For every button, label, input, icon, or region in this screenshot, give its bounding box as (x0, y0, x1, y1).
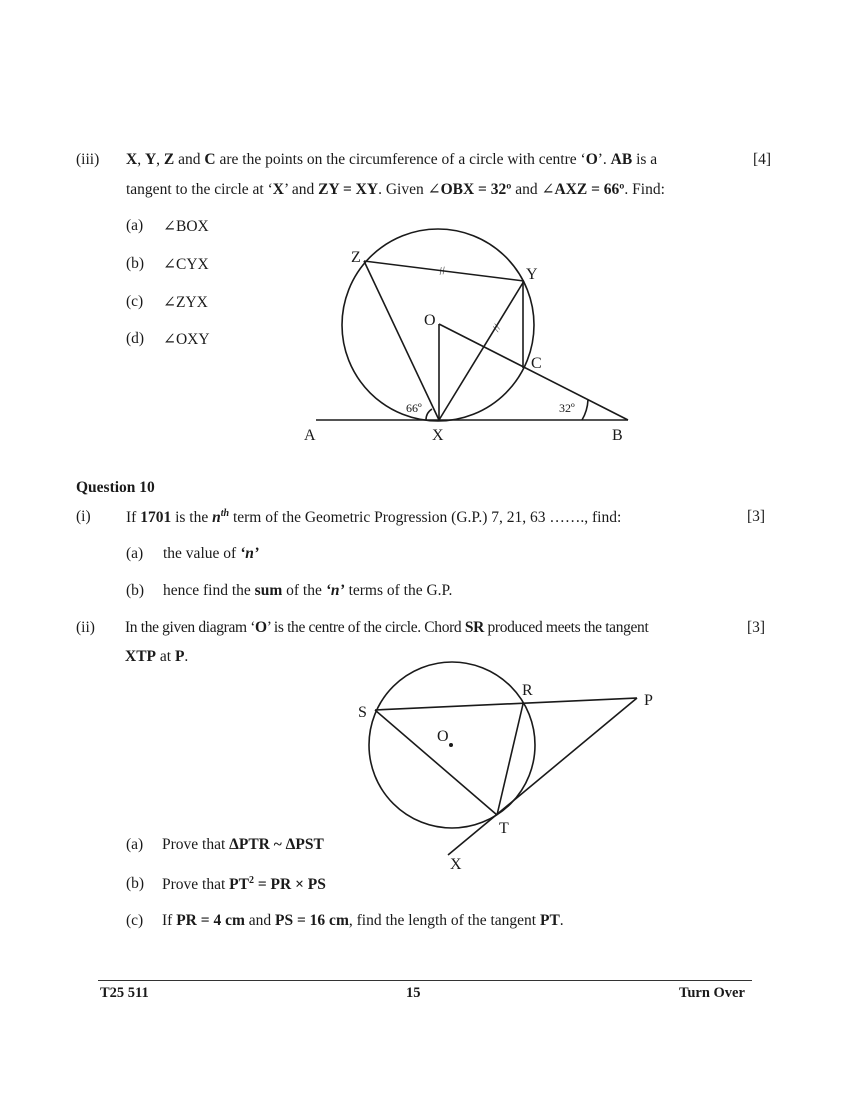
item-text-zyx: ∠ZYX (163, 294, 208, 311)
item-label-d: (d) (126, 330, 145, 347)
secant-srp (375, 698, 637, 710)
part-number-i: (i) (76, 508, 91, 525)
turn-over: Turn Over (679, 985, 745, 1001)
question-10-heading: Question 10 (76, 479, 155, 496)
equal-tick-xy: // (490, 322, 504, 334)
item-label-ii-b: (b) (126, 875, 145, 892)
part-number-iii: (iii) (76, 151, 100, 168)
angle-label-32: 32º (559, 401, 575, 415)
point-label-o2: O (437, 728, 449, 745)
q10-ii-line2: XTP at P. (125, 648, 189, 665)
item-label-ii-a: (a) (126, 836, 144, 853)
item-text-ii-a: Prove that ΔPTR ~ ΔPST (162, 836, 324, 853)
chord-st (375, 710, 497, 815)
item-label-a: (a) (126, 217, 144, 234)
centre-dot (449, 743, 453, 747)
chord-rt (497, 704, 523, 815)
point-label-t: T (499, 820, 509, 837)
tangent-xtp (448, 698, 637, 855)
page-number: 15 (406, 985, 421, 1001)
point-label-p: P (644, 692, 653, 709)
item-label-b: (b) (126, 255, 145, 272)
point-label-b: B (612, 427, 623, 444)
item-label-i-b: (b) (126, 582, 145, 599)
q9-iii-line2: tangent to the circle at ‘X’ and ZY = XY. Given ∠OBX = 32º and ∠AXZ = 66º. Find: (126, 181, 665, 198)
item-text-ii-c: If PR = 4 cm and PS = 16 cm, find the length of the tangent PT. (162, 912, 564, 929)
angle-label-66: 66º (406, 401, 422, 415)
point-label-r: R (522, 682, 533, 699)
item-text-box: ∠BOX (163, 218, 209, 235)
item-text-i-b: hence find the sum of the ‘n’ terms of the G.P. (163, 582, 453, 599)
part-number-ii: (ii) (76, 619, 95, 636)
item-label-i-a: (a) (126, 545, 144, 562)
item-text-oxy: ∠OXY (163, 331, 210, 348)
point-label-c: C (531, 355, 542, 372)
point-label-s: S (358, 704, 367, 721)
point-label-x: X (432, 427, 444, 444)
point-label-y: Y (526, 266, 538, 283)
q10-i-line: If 1701 is the $n^{th}$ term of the Geometric Progression (G.P.) 7, 21, 63 ……., find: (126, 508, 622, 527)
item-text-cyx: ∠CYX (163, 256, 209, 273)
item-text-i-a: the value of ‘n’ (163, 545, 259, 562)
point-label-z: Z (351, 249, 361, 266)
marks-i: [3] (747, 508, 766, 525)
paper-code: T25 511 (100, 985, 149, 1001)
q9-iii-line1: X, Y, Z and C are the points on the circumference of a circle with centre ‘O’. AB is a (126, 151, 658, 168)
footer-rule (98, 980, 752, 981)
item-text-ii-b: Prove that $PT^2$ = PR × PS (162, 875, 326, 894)
marks-ii: [3] (747, 619, 766, 636)
item-label-ii-c: (c) (126, 912, 144, 929)
item-label-c: (c) (126, 293, 144, 310)
point-label-x2: X (450, 856, 462, 873)
point-label-a: A (304, 427, 316, 444)
equal-tick-zy: // (438, 264, 447, 278)
marks-iii: [4] (753, 151, 772, 168)
q10-ii-line1: In the given diagram ‘O’ is the centre of the circle. Chord SR produced meets the tangent (125, 619, 649, 636)
point-label-o: O (424, 312, 436, 329)
